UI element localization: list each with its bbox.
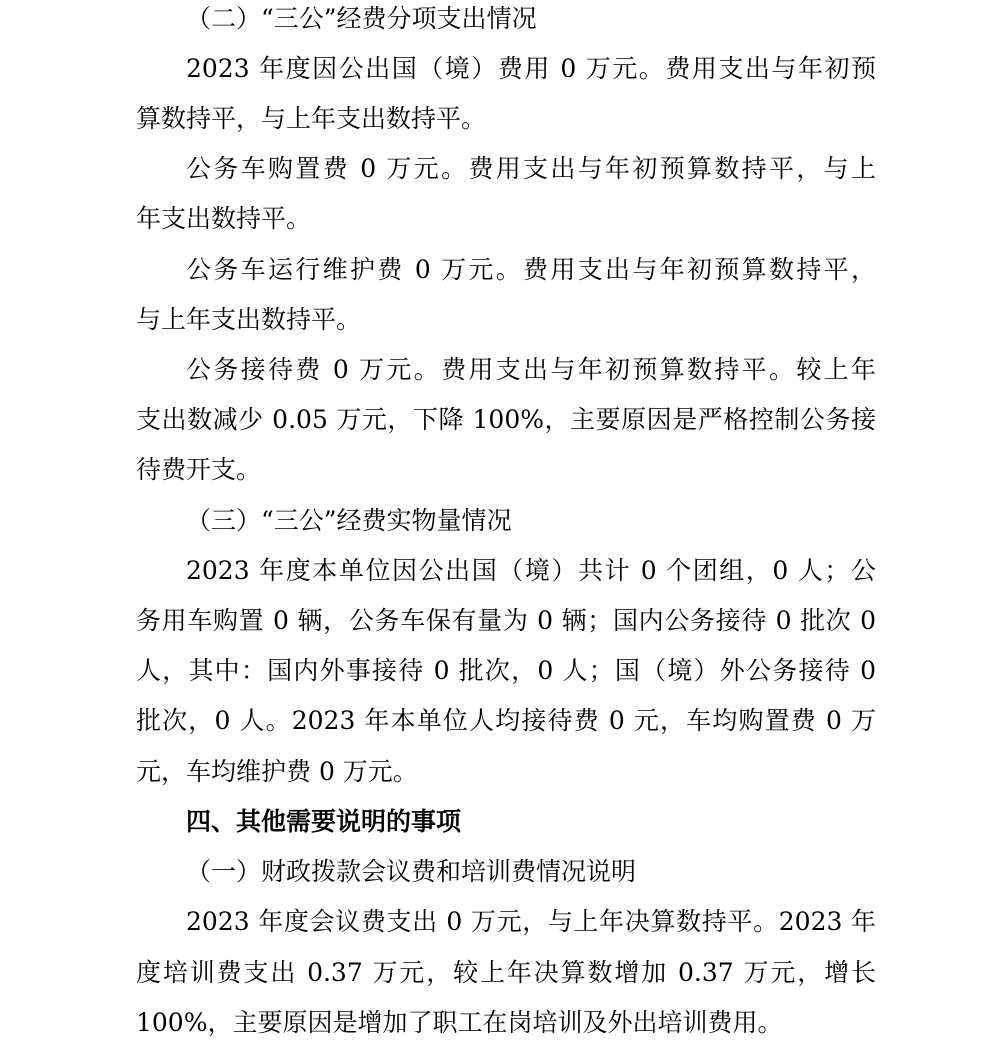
paragraph-physical-quantity-line-3: 人，其中：国内外事接待 0 批次，0 人；国（境）外公务接待 0: [136, 656, 876, 685]
paragraph-physical-quantity-line-2: 务用车购置 0 辆，公务车保有量为 0 辆；国内公务接待 0 批次 0: [136, 606, 876, 635]
paragraph-reception-line-3: 待费开支。: [136, 455, 262, 484]
paragraph-vehicle-purchase-line-1: 公务车购置费 0 万元。费用支出与年初预算数持平，与上: [186, 154, 876, 183]
paragraph-vehicle-purchase-line-2: 年支出数持平。: [136, 204, 312, 233]
paragraph-physical-quantity-line-5: 元，车均维护费 0 万元。: [136, 757, 418, 786]
section-heading-other-matters: 四、其他需要说明的事项: [186, 807, 462, 836]
paragraph-vehicle-maintenance-line-2: 与上年支出数持平。: [136, 305, 362, 334]
paragraph-reception-line-2: 支出数减少 0.05 万元，下降 100%，主要原因是严格控制公务接: [136, 405, 876, 434]
sub-heading-meeting-training: （一）财政拨款会议费和培训费情况说明: [186, 857, 637, 886]
section-heading-physical-quantity: （三）“三公”经费实物量情况: [186, 506, 512, 535]
paragraph-vehicle-maintenance-line-1: 公务车运行维护费 0 万元。费用支出与年初预算数持平，: [186, 255, 876, 284]
paragraph-physical-quantity-line-1: 2023 年度本单位因公出国（境）共计 0 个团组，0 人；公: [186, 556, 876, 585]
paragraph-reception-line-1: 公务接待费 0 万元。费用支出与年初预算数持平。较上年: [186, 355, 876, 384]
paragraph-meeting-training-line-1: 2023 年度会议费支出 0 万元，与上年决算数持平。2023 年: [186, 907, 876, 936]
section-heading-three-public-breakdown: （二）“三公”经费分项支出情况: [186, 4, 537, 33]
paragraph-meeting-training-line-3: 100%，主要原因是增加了职工在岗培训及外出培训费用。: [136, 1008, 783, 1037]
paragraph-overseas-travel-line-2: 算数持平，与上年支出数持平。: [136, 104, 487, 133]
paragraph-meeting-training-line-2: 度培训费支出 0.37 万元，较上年决算数增加 0.37 万元，增长: [136, 958, 876, 987]
paragraph-physical-quantity-line-4: 批次，0 人。2023 年本单位人均接待费 0 元，车均购置费 0 万: [136, 706, 876, 735]
paragraph-overseas-travel-line-1: 2023 年度因公出国（境）费用 0 万元。费用支出与年初预: [186, 54, 876, 83]
